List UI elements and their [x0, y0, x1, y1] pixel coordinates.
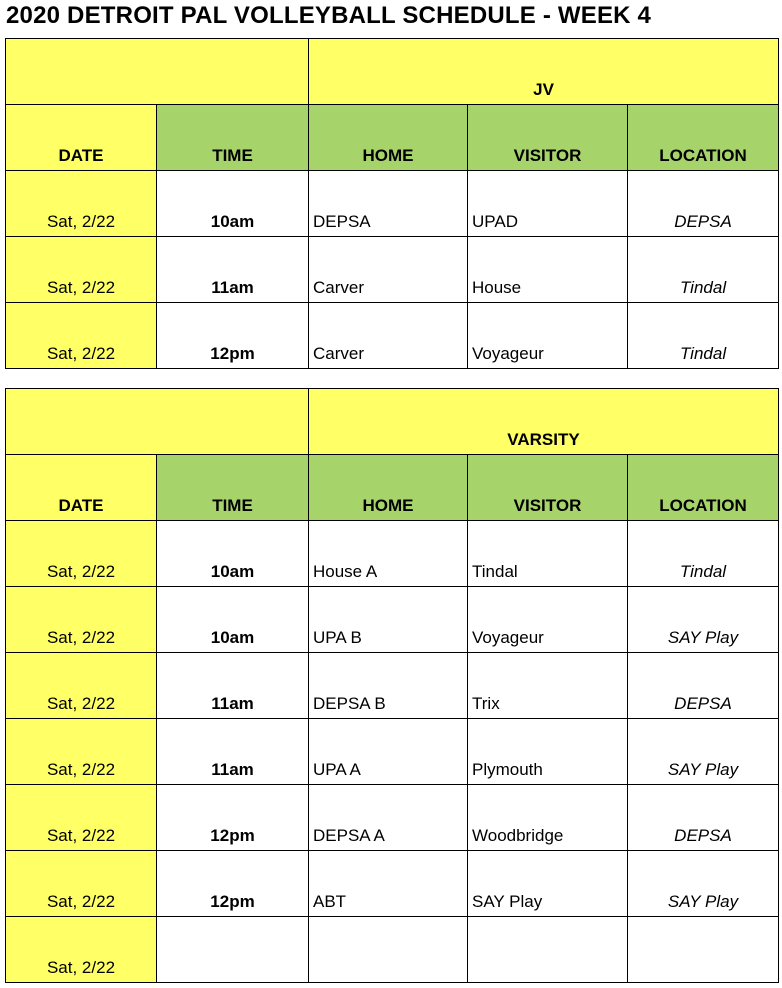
cell-date: Sat, 2/22 [6, 719, 157, 785]
varsity-rows [6, 521, 779, 983]
cell-date: Sat, 2/22 [6, 851, 157, 917]
col-header-home: HOME [309, 105, 468, 171]
col-header-location: LOCATION [628, 455, 779, 521]
cell-visitor: SAY Play [468, 851, 628, 917]
table-row [6, 237, 779, 303]
cell-time [157, 917, 309, 983]
table-row [6, 653, 779, 719]
cell-home: UPA B [309, 587, 468, 653]
cell-date: Sat, 2/22 [6, 653, 157, 719]
cell-home: Carver [309, 237, 468, 303]
cell-home: UPA A [309, 719, 468, 785]
cell-date: Sat, 2/22 [6, 171, 157, 237]
cell-date: Sat, 2/22 [6, 587, 157, 653]
table-row [6, 587, 779, 653]
cell-location: DEPSA [628, 653, 779, 719]
cell-date: Sat, 2/22 [6, 785, 157, 851]
jv-schedule-table [5, 38, 779, 369]
cell-visitor: Woodbridge [468, 785, 628, 851]
cell-location: SAY Play [628, 587, 779, 653]
cell-home: DEPSA [309, 171, 468, 237]
page-title: 2020 DETROIT PAL VOLLEYBALL SCHEDULE - WEEK 4 [6, 2, 652, 29]
table-row [6, 171, 779, 237]
cell-home: DEPSA B [309, 653, 468, 719]
cell-time: 11am [157, 719, 309, 785]
cell-visitor: Voyageur [468, 587, 628, 653]
cell-home [309, 917, 468, 983]
cell-visitor: Voyageur [468, 303, 628, 369]
col-header-home: HOME [309, 455, 468, 521]
division-label: VARSITY [309, 389, 779, 455]
col-header-date: DATE [6, 105, 157, 171]
col-header-visitor: VISITOR [468, 105, 628, 171]
cell-home: DEPSA A [309, 785, 468, 851]
cell-location: Tindal [628, 521, 779, 587]
column-header-row [6, 455, 779, 521]
cell-time: 10am [157, 587, 309, 653]
cell-location: SAY Play [628, 719, 779, 785]
cell-visitor: Plymouth [468, 719, 628, 785]
cell-date: Sat, 2/22 [6, 521, 157, 587]
cell-home: House A [309, 521, 468, 587]
cell-time: 12pm [157, 785, 309, 851]
jv-rows [6, 171, 779, 369]
cell-home: Carver [309, 303, 468, 369]
cell-visitor: House [468, 237, 628, 303]
cell-time: 12pm [157, 303, 309, 369]
table-row [6, 521, 779, 587]
division-label: JV [309, 39, 779, 105]
cell-time: 10am [157, 171, 309, 237]
cell-location: Tindal [628, 303, 779, 369]
cell-location: DEPSA [628, 785, 779, 851]
division-band-spacer [6, 389, 309, 455]
cell-location: SAY Play [628, 851, 779, 917]
division-band-row [6, 39, 779, 105]
cell-time: 10am [157, 521, 309, 587]
col-header-time: TIME [157, 105, 309, 171]
cell-time: 11am [157, 237, 309, 303]
col-header-date: DATE [6, 455, 157, 521]
table-row [6, 303, 779, 369]
division-band-row [6, 389, 779, 455]
cell-date: Sat, 2/22 [6, 917, 157, 983]
table-row [6, 785, 779, 851]
cell-location: Tindal [628, 237, 779, 303]
col-header-time: TIME [157, 455, 309, 521]
table-row [6, 851, 779, 917]
cell-home: ABT [309, 851, 468, 917]
varsity-schedule-table [5, 388, 779, 983]
cell-date: Sat, 2/22 [6, 237, 157, 303]
cell-visitor [468, 917, 628, 983]
cell-time: 11am [157, 653, 309, 719]
col-header-visitor: VISITOR [468, 455, 628, 521]
table-row [6, 917, 779, 983]
cell-visitor: UPAD [468, 171, 628, 237]
cell-location [628, 917, 779, 983]
cell-location: DEPSA [628, 171, 779, 237]
col-header-location: LOCATION [628, 105, 779, 171]
division-band-spacer [6, 39, 309, 105]
cell-visitor: Tindal [468, 521, 628, 587]
table-row [6, 719, 779, 785]
column-header-row [6, 105, 779, 171]
cell-visitor: Trix [468, 653, 628, 719]
cell-time: 12pm [157, 851, 309, 917]
cell-date: Sat, 2/22 [6, 303, 157, 369]
